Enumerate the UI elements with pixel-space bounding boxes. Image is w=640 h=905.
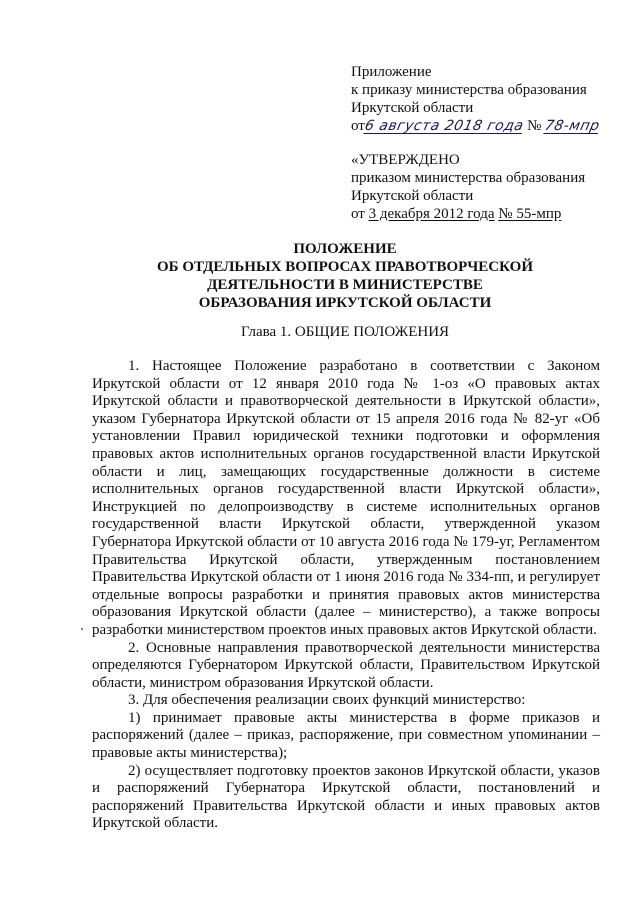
title-line-4: ОБРАЗОВАНИЯ ИРКУТСКОЙ ОБЛАСТИ	[198, 295, 492, 311]
chapter-heading: Глава 1. ОБЩИЕ ПОЛОЖЕНИЯ	[240, 324, 450, 340]
appendix-region: Иркутской области	[351, 100, 474, 116]
approved-number: № 55-мпр	[498, 206, 562, 222]
appendix-order-ref: к приказу министерства образования	[351, 82, 587, 98]
approved-order-ref: приказом министерства образования	[351, 170, 586, 186]
handwritten-date: 6 августа 2018 года	[363, 118, 526, 134]
approved-label: «УТВЕРЖДЕНО	[351, 152, 460, 168]
title-line-2: ОБ ОТДЕЛЬНЫХ ВОПРОСАХ ПРАВОТВОРЧЕСКОЙ	[157, 259, 533, 275]
paragraph: 1) принимает правовые акты министерства в форме приказов и распоряжений (далее – приказ, распоряжение, при совместном упоминании – правовые акты министерства);	[92, 709, 600, 762]
approved-date-line	[351, 205, 621, 223]
margin-mark	[81, 628, 83, 630]
approved-region: Иркутской области	[351, 188, 474, 204]
appendix-header	[351, 63, 621, 135]
paragraph: 3. Для обеспечения реализации своих функций министерство:	[128, 692, 526, 709]
document-title	[90, 240, 600, 312]
date-prefix: от	[351, 118, 365, 134]
appendix-label: Приложение	[351, 64, 432, 80]
appendix-date-line	[351, 117, 621, 135]
title-line-1: ПОЛОЖЕНИЕ	[293, 241, 397, 257]
paragraph: 2) осуществляет подготовку проектов законов Иркутской области, указов и распоряжений Губернатора Иркутской области, постановлений и распоряжений Правительства Иркутской области и иных правовых актов Иркутской области.	[92, 762, 600, 832]
number-prefix: №	[527, 118, 542, 134]
approved-stamp	[351, 151, 621, 223]
paragraph: 2. Основные направления правотворческой деятельности министерства определяются Губернатором Иркутской области, Правительством Иркутской области, министром образования Иркутской области.	[92, 639, 600, 691]
approved-date-prefix: от	[351, 206, 369, 222]
document-body	[92, 358, 600, 833]
paragraph: 1. Настоящее Положение разработано в соответствии с Законом Иркутской области от 12 января 2010 года № 1-оз «О правовых актах Иркутской области и правотворческой деятельности в Иркутской области», указом Губернатора Иркутской области от 15 апреля 2016 года № 82-уг «Об установлении Правил юридической техники подготовки и оформления правовых актов исполнительных органов государственной власти Иркутской области и лиц, замещающих государственные должности в системе исполнительных органов государственной власти Иркутской области», Инструкцией по делопроизводству в системе исполнительных органов государственной власти Иркутской области, утвержденной указом Губернатора Иркутской области от 10 августа 2016 года № 179-уг, Регламентом Правительства Иркутской области, утвержденным постановлением Правительства Иркутской области от 1 июня 2016 года № 334-пп, и регулирует отдельные вопросы разработки и принятия правовых актов министерства образования Иркутской области (далее – министерство), а также вопросы разработки министерством проектов иных правовых актов Иркутской области.	[92, 358, 600, 638]
approved-date: 3 декабря 2012 года	[368, 206, 495, 222]
title-line-3: ДЕЯТЕЛЬНОСТИ В МИНИСТЕРСТВЕ	[207, 277, 483, 293]
handwritten-number: 78-мпр	[543, 118, 602, 134]
